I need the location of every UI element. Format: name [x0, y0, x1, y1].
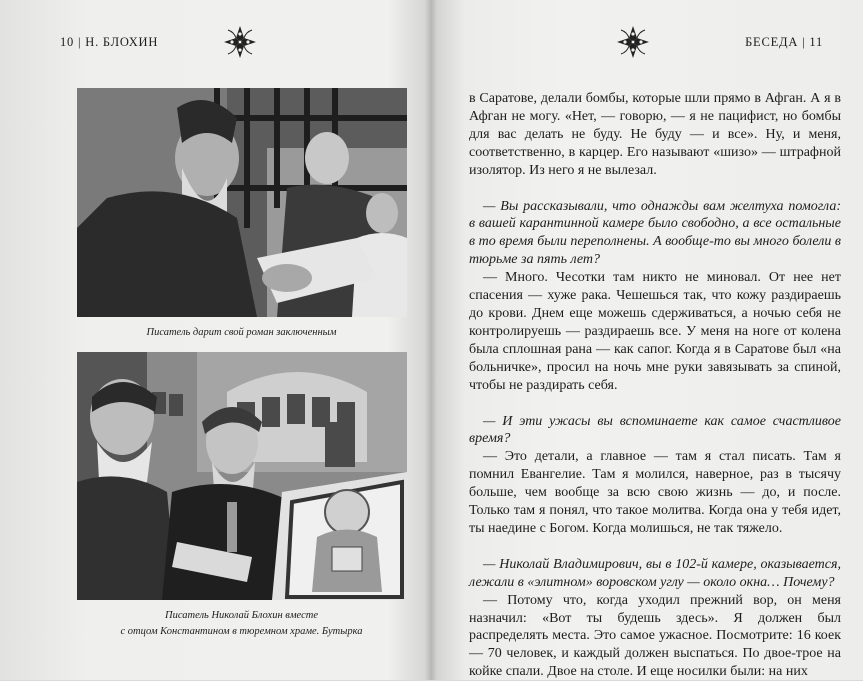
interview-text [469, 90, 841, 681]
paragraph-answer: в Саратове, делали бомбы, которые шли прямо в Афган. А я в Афган не могу. «Нет, — говорю, — я не пацифист, но бомбы для вас делать не буду. Не буду — и все». Ну, и меня, соответственно, в карцер. Его называют «шизо» — штрафной изолятор. Из него я не вылезал. [469, 91, 841, 178]
paragraph-answer: — Потому что, когда уходил прежний вор, он меня назначил: «Вот ты будешь здесь». Я должен был распределять места. Это самое ужасное. Посмотрите: 16 коек — 70 человек, и каждый должен выспаться. По двое-трое на койке спали. Двое на столе. И еще носилки были: на них [469, 592, 841, 680]
paragraph-question: — Николай Владимирович, вы в 102-й камере, оказывается, лежали в «элитном» воровском углу — около окна… Почему? [469, 556, 841, 590]
left-running-header: 10 | Н. БЛОХИН [60, 35, 159, 49]
caption-photo-1: Писатель дарит свой роман заключенным [146, 327, 337, 338]
book-gutter [425, 0, 437, 680]
paragraph-question: — И эти ужасы вы вспоминаете как самое счастливое время? [469, 413, 841, 447]
caption-photo-2-line-2: с отцом Константином в тюремном храме. Бутырка [120, 626, 363, 637]
paragraph-question: — Вы рассказывали, что однажды вам желтуха помогла: в вашей карантинной камере было свободно, а все остальные в то время были переполнены. А вообще-то вы много болели в тюрьме за пять лет? [469, 198, 841, 268]
right-running-header: БЕСЕДА | 11 [745, 35, 823, 49]
paragraph-answer: — Это детали, а главное — там я стал писать. Там я помнил Евангелие. Там я молился, наверное, раз в тысячу больше, чем вообще за всю свою жизнь — до, и после. Только там я понял, что такое молитва. Когда она у тебя идет, ты наедине с Богом. Когда молишься, не так тяжело. [469, 449, 841, 536]
photo-writer-gifting-novel [77, 88, 407, 317]
caption-photo-2 [60, 608, 423, 640]
left-page [0, 0, 431, 680]
ornament-icon [613, 22, 653, 62]
photo-writer-with-priest [77, 352, 407, 600]
ornament-icon [220, 22, 260, 62]
paragraph-answer: — Много. Чесотки там никто не миновал. От нее нет спасения — хуже рака. Чешешься так, что кожу раздираешь до крови. Днем еще можешь сдерживаться, а ночью себя не контролируешь — раздираешь все. У меня на ноге от колена была сплошная рана — как сапог. Когда я в Саратове был «на больничке», просил на ночь мне руки завязывать за спиной, чтобы не раздирать себя. [469, 270, 841, 393]
photo-1-image [77, 88, 407, 317]
photo-2-image [77, 352, 407, 600]
caption-photo-2-line-1: Писатель Николай Блохин вместе [165, 610, 318, 621]
